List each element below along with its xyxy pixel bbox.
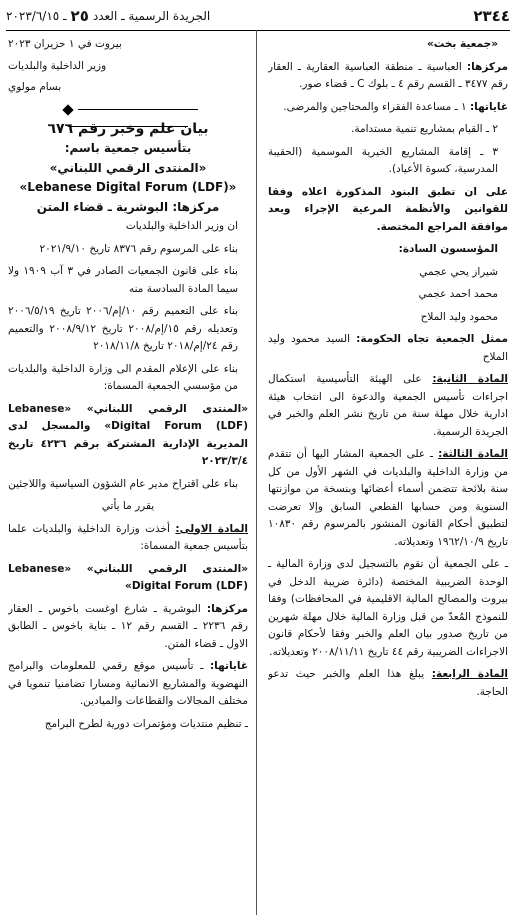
left-headquarters-paragraph <box>8 601 248 654</box>
recital-1: بناء على المرسوم رقم ٨٣٧٦ تاريخ ٢٠٢١/٩/١٠ <box>39 242 238 255</box>
notice-subtitle: بتأسيس جمعية باسم: <box>64 141 192 155</box>
goals-label: غاياتها: <box>469 100 508 113</box>
headquarters-heading-text: البوشرية ـ قضاء المتن <box>36 199 169 214</box>
founder-3: محمود وليد الملاح <box>420 310 498 323</box>
issue-date: ـ ٢٠٢٣/٦/١٥ <box>6 9 67 23</box>
signature-name: بسام مولوي <box>8 81 62 93</box>
article-1-label: المادة الاولى: <box>175 522 248 535</box>
issue-number: ٢٥ <box>70 7 89 25</box>
founder-2: محمد احمد عجمي <box>418 288 498 300</box>
article-2 <box>268 371 508 441</box>
article-1-text: أخذت وزارة الداخلية والبلديات علما بتأسيس جمعية المسماة: <box>8 522 248 552</box>
section-ornament <box>8 103 248 117</box>
article-4 <box>268 666 508 701</box>
page-number: ٢٣٤٤ <box>473 7 510 25</box>
left-goals-paragraph <box>8 658 248 711</box>
representative-name: السيد محمود وليد الملاح <box>268 333 508 363</box>
headquarters-label: مركزها: <box>466 60 508 73</box>
article-1-association: «المنتدى الرقمي اللبناني» «Lebanese Digital Forum (LDF)» <box>8 562 248 592</box>
goals-paragraph <box>268 99 508 117</box>
founder-1: شيراز يحي عجمي <box>419 265 498 278</box>
signature-place-date: بيروت في ١ حزيران ٢٠٢٣ <box>8 38 122 50</box>
article-3-text: ـ على الجمعية المشار اليها أن تتقدم من وزارة الداخلية والبلديات في الشهر الأول من كل سنة بلائحة تتضمن أسماء أعضائها وبنسخة من موازنتها السنوية ومن حسابها القطعي السابق وإلا تعرضت لتطبيق أحكام القانون المنشور بالمرسوم رقم ١٠٨٣٠ تاريخ ١٩٦٢/١٠/٩ وتعديلاته. <box>268 448 508 548</box>
gazette-issue-line <box>6 7 210 25</box>
decision-heading: يقرر ما يأتي <box>101 500 155 512</box>
signature-title: وزير الداخلية والبلديات <box>8 59 107 72</box>
goal-3: ٣ ـ إقامة المشاريع الخيرية الموسمية (الحقيبة المدرسية، كسوة الأعياد). <box>268 145 498 175</box>
left-goal-1: ـ تأسيس موقع رقمي للمعلومات والبرامج النهضوية والمشاريع الانمائية ومسارا تضامنيا تنمويا في مختلف المجالات والقطاعات والميادين. <box>8 660 248 707</box>
headquarters-heading <box>8 199 248 217</box>
notice-title: بيان علم وخبر رقم ٦٧٦ <box>47 120 209 137</box>
representative-label: ممثل الجمعية تجاه الحكومة: <box>356 333 508 345</box>
article-3-tax-paragraph: ـ على الجمعية أن تقوم بالتسجيل لدى وزارة المالية ـ الوحدة الضريبية المختصة (دائرة ضريبة الدخل في بيروت والمصالح المالية الاقليمية في المحافظات) وفقا للنموذج المُعدّ من قبل وزارة المالية خلال مهلة شهرين من تاريخ صدور بيان العلم والخبر وفقا لأحكام قانون الاجراءات الضريبية رقم ٤٤ تاريخ ٢٠٠٨/١١/١١ وتعديلاته. <box>268 558 508 658</box>
headquarters-text: العباسية ـ منطقة العباسية العقارية ـ العقار رقم ٣٤٧٧ ـ القسم رقم ٤ ـ بلوك C ـ قضاء صور. <box>268 60 508 90</box>
left-headquarters-text: البوشرية ـ شارع اوغست باخوس ـ العقار رقم ٢٢٣٦ ـ القسم رقم ١٢ ـ بناية باخوس ـ الطابق الاول ـ قضاء المتن. <box>8 602 248 650</box>
article-2-text: على الهيئة التأسيسية استكمال اجراءات تأسيس الجمعية والدعوة الى انتخاب هيئة ادارية خلال مهلة سنة من تاريخ نشر العلم والخبر في الجريدة الرسمية. <box>268 373 508 438</box>
header-rule <box>6 30 510 31</box>
recital-3: بناء على التعميم رقم ١٠/إم/٢٠٠٦ تاريخ ٢٠٠٦/٥/١٩ وتعديله رقم ١٥/إم/٢٠٠٨ تاريخ ٢٠٠٨/٩/١٢ والتعميم رقم ٢٤/إم/٢٠١٨ تاريخ ٢٠١٨/١١/٨ <box>8 305 238 352</box>
article-4-label: المادة الرابعة: <box>431 668 508 680</box>
headquarters-paragraph <box>268 59 508 94</box>
goal-1: ١ ـ مساعدة الفقراء والمحتاجين والمرضى. <box>283 100 467 113</box>
gazette-name: الجريدة الرسمية ـ العدد <box>92 9 211 23</box>
recital-2: بناء على قانون الجمعيات الصادر في ٣ آب ١٩٠٩ ولا سيما المادة السادسة منه <box>8 265 238 295</box>
left-column <box>8 36 248 917</box>
association-name-ar: «المنتدى الرقمي اللبناني» <box>49 160 207 175</box>
condition-paragraph: على ان تطبق البنود المذكورة اعلاه وفقا للقوانين والأنظمة المرعية الإجراء وبعد موافقة المراجع المختصة. <box>268 185 508 233</box>
recital-4-association: «المنتدى الرقمي اللبناني» «Lebanese Digital Forum (LDF)» والمسجل لدى المديرية الإدارية المشتركة برقم ٤٢٣٦ تاريخ ٢٠٢٣/٣/٤ <box>8 402 248 467</box>
article-1 <box>8 521 248 556</box>
founders-label: المؤسسون السادة: <box>398 243 498 255</box>
minister-line: ان وزير الداخلية والبلديات <box>125 220 238 232</box>
recital-5: بناء على اقتراح مدير عام الشؤون السياسية واللاجئين <box>8 477 238 490</box>
recital-4: بناء على الإعلام المقدم الى وزارة الداخلية والبلديات من مؤسسي الجمعية المسماة: <box>8 362 238 392</box>
article-4-text: يبلغ هذا العلم والخبر حيث تدعو الحاجة. <box>268 668 508 698</box>
article-3-label: المادة الثالثة: <box>438 448 508 460</box>
left-goal-2: ـ تنظيم منتديات ومؤتمرات دورية لطرح البرامج <box>44 717 248 730</box>
left-goals-label: غاياتها: <box>209 660 248 672</box>
headquarters-heading-label: مركزها: <box>172 199 220 214</box>
goal-2: ٢ ـ القيام بمشاريع تنمية مستدامة. <box>351 123 498 135</box>
association-name: «جمعية بخت» <box>426 38 498 50</box>
page-header <box>6 4 510 28</box>
column-divider <box>256 30 257 915</box>
article-2-label: المادة الثانية: <box>432 373 508 385</box>
right-column <box>268 36 508 917</box>
representative-paragraph <box>268 331 508 366</box>
article-3 <box>268 446 508 551</box>
left-headquarters-label: مركزها: <box>206 602 248 615</box>
association-name-en: «Lebanese Digital Forum (LDF)» <box>19 180 237 194</box>
